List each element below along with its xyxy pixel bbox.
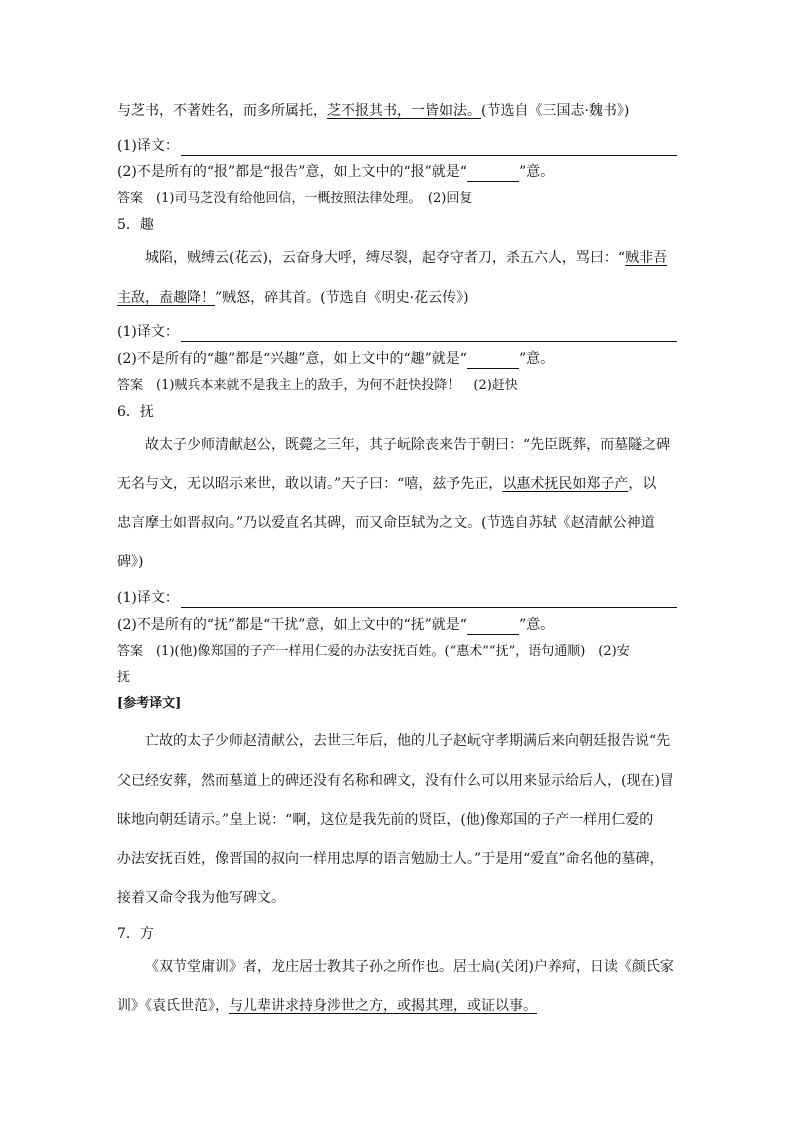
translation-line: 办法安抚百姓，像晋国的叔向一样用忠厚的语言勉励士人。”于是用“爱直”命名他的墓碑， xyxy=(117,851,664,867)
sec5-answer: 答案 (1)贼兵本来就不是我主上的敌手，为何不赶快投降！ (2)赶快 xyxy=(117,378,518,393)
answer-line[interactable] xyxy=(181,326,677,342)
underlined-sentence: 与儿辈讲求持身涉世之方，或揭其理，或证以事。 xyxy=(229,998,537,1014)
text: 训》《袁氏世范》， xyxy=(117,998,229,1014)
sec6-passage-line: 忠言摩士如晋叔向。”乃以爱直名其碑，而又命臣轼为之文。(节选自苏轼《赵清献公神道 xyxy=(117,515,655,531)
sec4-meaning-question xyxy=(117,162,677,182)
sec7-passage-line xyxy=(117,996,677,1016)
question-text: (2)不是所有的“抚”都是“干扰”意，如上文中的“抚”就是“ xyxy=(117,617,467,633)
answer-line[interactable] xyxy=(181,592,677,608)
question-text-end: ”意。 xyxy=(518,164,555,180)
underlined-sentence: 主敌，盍趣降！ xyxy=(117,290,215,306)
answer-line[interactable] xyxy=(181,140,677,156)
translation-line: 父已经安葬，然而墓道上的碑还没有名称和碑文，没有什么可以用来显示给后人，(现在)冒 xyxy=(117,773,674,789)
question-label: (1)译文： xyxy=(117,138,179,154)
sec5-passage-line xyxy=(117,288,677,308)
sec7-heading: 7．方 xyxy=(117,926,154,942)
sec6-passage-line xyxy=(117,474,677,494)
sec6-passage-line: 故太子少师清献赵公，既薨之三年，其子岏除丧来告于朝曰：“先臣既葬，而墓隧之碑 xyxy=(145,437,671,453)
sec6-translation-question xyxy=(117,588,677,608)
translation-line: 接着又命令我为他写碑文。 xyxy=(117,890,285,906)
reference-translation-title: [参考译文] xyxy=(117,696,182,711)
sec4-translation-question xyxy=(117,136,677,156)
translation-line: 亡故的太子少师赵清献公，去世三年后，他的儿子赵岏守孝期满后来向朝廷报告说“先 xyxy=(145,733,671,749)
source-note: (节选自《三国志·魏书》) xyxy=(481,103,630,119)
sec6-meaning-question xyxy=(117,615,677,635)
question-text-end: ”意。 xyxy=(518,617,555,633)
text: 与芝书，不著姓名，而多所属托， xyxy=(117,103,327,119)
sec7-passage-line: 《双节堂庸训》者，龙庄居士教其子孙之所作也。居士扃(关闭)户养疴，日读《颜氏家 xyxy=(145,959,674,975)
question-label: (1)译文： xyxy=(117,590,179,606)
underlined-sentence: 贼非吾 xyxy=(625,250,668,266)
text: 城陷，贼缚云(花云)，云奋身大呼，缚尽裂，起夺守者刀，杀五六人，骂曰：“ xyxy=(145,250,626,266)
question-text: (2)不是所有的“报”都是“报告”意，如上文中的“报”就是“ xyxy=(117,164,467,180)
sec6-answer: 答案 (1)(他)像郑国的子产一样用仁爱的办法安抚百姓。(“惠术”“抚”，语句通顺) (2)安 xyxy=(117,644,630,659)
sec6-answer-continued: 抚 xyxy=(117,670,131,685)
underlined-sentence: 以惠术抚民如郑子产 xyxy=(502,476,629,492)
sec5-translation-question xyxy=(117,322,677,342)
underlined-sentence: 芝不报其书，一皆如法。 xyxy=(327,103,481,119)
sec4-answer: 答案 (1)司马芝没有给他回信，一概按照法律处理。 (2)回复 xyxy=(117,191,473,206)
text: 无名与文，无以昭示来世，敢以请。”天子曰：“嘻，兹予先正， xyxy=(117,476,503,492)
question-text-end: ”意。 xyxy=(518,351,555,367)
sec5-meaning-question xyxy=(117,349,677,369)
sec4-passage-line xyxy=(117,101,677,121)
translation-line: 昧地向朝廷请示。”皇上说：“啊，这位是我先前的贤臣，(他)像郑国的子产一样用仁爱的 xyxy=(117,812,654,828)
text: ，以 xyxy=(628,476,657,492)
question-text: (2)不是所有的“趣”都是“兴趣”意，如上文中的“趣”就是“ xyxy=(117,351,467,367)
question-label: (1)译文： xyxy=(117,324,179,340)
fill-blank[interactable] xyxy=(467,620,519,635)
source-note: ”贼怒，碎其首。(节选自《明史·花云传》) xyxy=(215,290,469,306)
sec5-heading: 5．趣 xyxy=(117,217,154,233)
sec6-passage-line: 碑》) xyxy=(117,554,144,570)
fill-blank[interactable] xyxy=(467,167,519,182)
fill-blank[interactable] xyxy=(467,354,519,369)
sec5-passage-line xyxy=(145,248,705,268)
sec6-heading: 6．抚 xyxy=(117,404,154,420)
